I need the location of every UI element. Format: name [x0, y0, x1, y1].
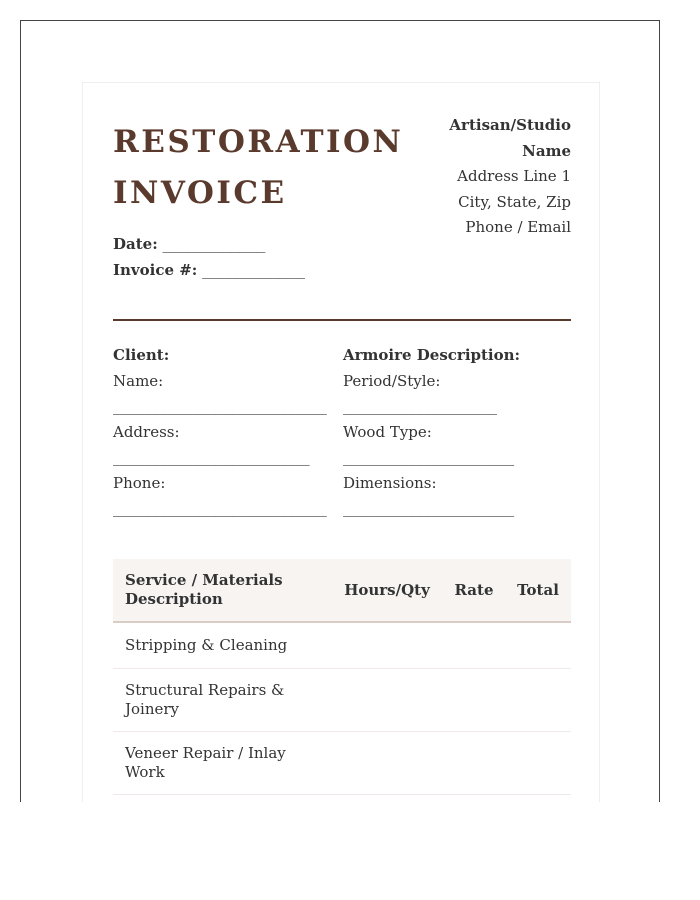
period-style-field[interactable]: __________________ — [343, 397, 497, 415]
rate-cell[interactable] — [443, 732, 505, 795]
column-header-rate: Rate — [454, 580, 494, 599]
dimensions-label: Dimensions: — [343, 473, 437, 492]
studio-address-line-1: Address Line 1 — [457, 167, 571, 185]
page-frame — [20, 20, 660, 802]
studio-contact: Phone / Email — [465, 218, 571, 236]
client-phone-field[interactable]: _________________________ — [113, 499, 327, 517]
service-description: Stripping & Cleaning — [113, 622, 331, 669]
client-heading: Client: — [113, 346, 170, 364]
studio-address-line-2: City, State, Zip — [458, 192, 571, 211]
client-name-label: Name: — [113, 371, 164, 390]
invoice-content — [113, 83, 571, 781]
invoice-number-field[interactable]: ____________ — [202, 261, 305, 279]
studio-block — [421, 113, 571, 241]
table-row — [113, 622, 571, 669]
wood-type-field[interactable]: ____________________ — [343, 448, 514, 466]
invoice-sheet — [82, 82, 600, 802]
client-address-field[interactable]: _______________________ — [113, 448, 310, 466]
table-row — [113, 732, 571, 795]
client-column — [113, 343, 343, 522]
date-label: Date: — [113, 235, 158, 253]
hours-qty-cell[interactable] — [331, 622, 443, 669]
rate-cell[interactable] — [443, 669, 505, 732]
rate-cell[interactable] — [443, 622, 505, 669]
client-name-field[interactable]: _________________________ — [113, 397, 327, 415]
column-header-total: Total — [517, 580, 559, 599]
wood-type-label: Wood Type: — [343, 422, 432, 441]
column-header-description: Service / Materials Description — [125, 571, 283, 608]
client-phone-label: Phone: — [113, 473, 166, 492]
studio-name: Artisan/Studio Name — [449, 116, 571, 160]
invoice-number-label: Invoice #: — [113, 261, 198, 279]
armoire-column — [343, 343, 571, 522]
column-header-hours-qty: Hours/Qty — [344, 580, 430, 599]
period-style-label: Period/Style: — [343, 371, 441, 390]
services-table — [113, 559, 571, 795]
hours-qty-cell[interactable] — [331, 732, 443, 795]
total-cell[interactable] — [505, 669, 571, 732]
invoice-meta — [113, 231, 305, 283]
table-header-row — [113, 559, 571, 622]
total-cell[interactable] — [505, 732, 571, 795]
table-row — [113, 669, 571, 732]
total-cell[interactable] — [505, 622, 571, 669]
hours-qty-cell[interactable] — [331, 669, 443, 732]
service-description: Veneer Repair / Inlay Work — [113, 732, 331, 795]
client-address-label: Address: — [113, 422, 180, 441]
invoice-header — [113, 83, 571, 319]
date-field[interactable]: ____________ — [162, 235, 265, 253]
invoice-number-row — [113, 257, 305, 283]
invoice-title: RESTORATION INVOICE — [113, 124, 404, 211]
service-description: Structural Repairs & Joinery — [113, 669, 331, 732]
armoire-heading: Armoire Description: — [343, 346, 521, 364]
date-row — [113, 231, 305, 257]
header-divider — [113, 319, 571, 321]
dimensions-field[interactable]: ____________________ — [343, 499, 514, 517]
